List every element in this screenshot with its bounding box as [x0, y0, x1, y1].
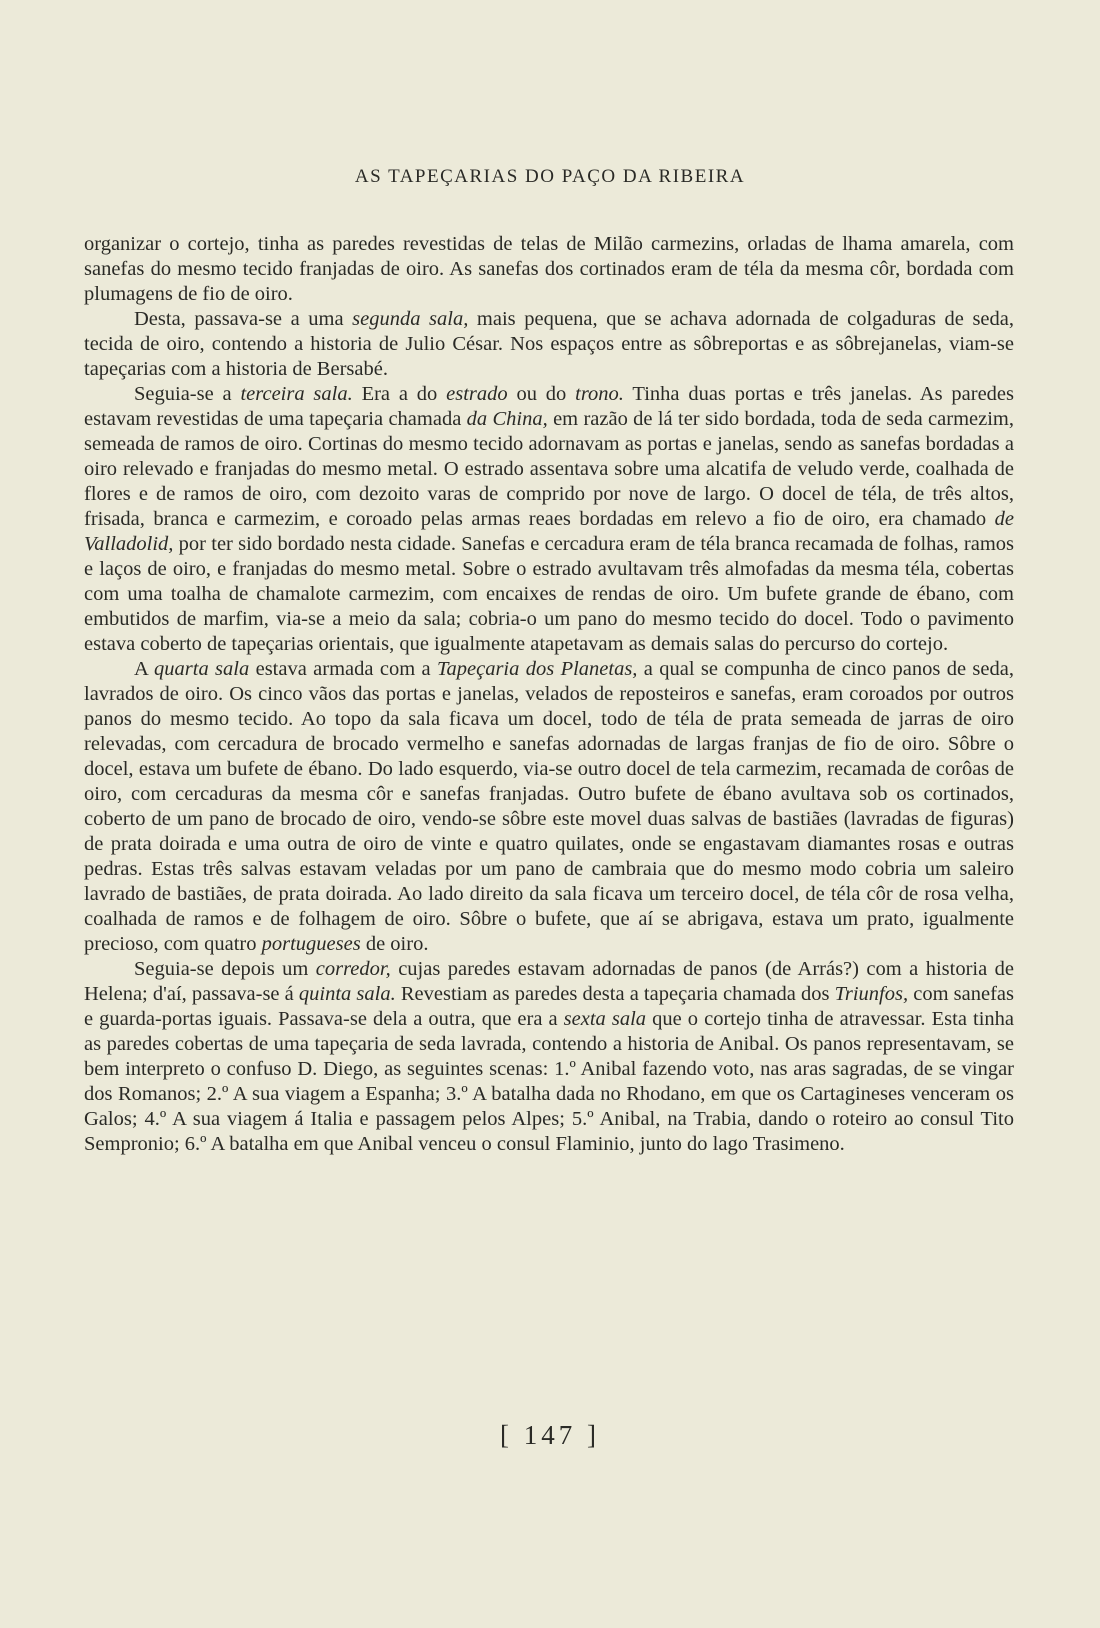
paragraph: [84, 307, 1014, 382]
paragraph: [84, 232, 1014, 307]
italic-run: portugueses: [261, 933, 361, 955]
text-run: que o cortejo tinha de atravessar. Esta tinha as paredes cobertas de uma tapeçaria de seda lavrada, contendo a historia de Anibal. Os panos representavam, se bem interpreto o confuso D. Diego, as seguintes scenas: 1.º Anibal fazendo voto, nas aras sagradas, de se vingar dos Romanos; 2.º A sua viagem a Espanha; 3.º A batalha dada no Rhodano, em que os Cartagineses venceram os Galos; 4.º A sua viagem á Italia e passagem pelos Alpes; 5.º Anibal, na Trabia, dando o roteiro ao consul Tito Sempronio; 6.º A batalha em que Anibal venceu o consul Flaminio, junto do lago Trasimeno.: [84, 1008, 1014, 1155]
italic-run: terceira sala.: [240, 383, 353, 405]
italic-run: de Valladolid,: [84, 508, 1014, 555]
text-run: Tinha duas portas e três janelas. As paredes estavam revestidas de uma tapeçaria chamada: [84, 383, 1015, 430]
italic-run: da China,: [466, 408, 548, 430]
italic-run: estrado: [446, 383, 508, 405]
text-run: de oiro.: [360, 933, 429, 955]
text-run: ou do: [507, 383, 576, 405]
italic-run: corredor,: [315, 958, 391, 980]
italic-run: quarta sala: [154, 658, 250, 680]
text-run: Era a do: [352, 383, 447, 405]
text-run: estava armada com a: [249, 658, 437, 680]
text-run: cujas paredes estavam adornadas de panos (de Arrás?) com a historia de Helena; d'aí, passava-se á: [84, 958, 1015, 1005]
italic-run: quinta sala.: [298, 983, 396, 1005]
text-run: a qual se compunha de cinco panos de seda, lavrados de oiro. Os cinco vãos das portas e janelas, velados de reposteiros e sanefas, eram coroados por outros panos do mesmo tecido. Ao topo da sala ficava um docel, todo de téla de prata semeada de jarras de oiro relevadas, com cercadura de brocado vermelho e sanefas adornadas de largas franjas de fio de oiro. Sôbre o docel, estava um bufete de ébano. Do lado esquerdo, via-se outro docel de tela carmezim, recamada de corôas de oiro, com cercaduras da mesma côr e sanefas franjadas. Outro bufete de ébano avultava sob os cortinados, coberto de um pano de brocado de oiro, vendo-se sôbre este movel duas salvas de bastiães (lavradas de figuras) de prata doirada e uma outra de oiro de vinte e quatro quilates, onde se engastavam diamantes rosas e outras pedras. Estas três salvas estavam veladas por um pano de cambraia que do mesmo modo cobria um saleiro lavrado de bastiães, de prata doirada. Ao lado direito da sala ficava um terceiro docel, de téla côr de rosa velha, coalhada de ramos e de folhagem de oiro. Sôbre o bufete, que aí se abrigava, estava um prato, igualmente precioso, com quatro: [84, 658, 1014, 955]
text-run: organizar o cortejo, tinha as paredes revestidas de telas de Milão carmezins, orladas de lhama amarela, com sanefas do mesmo tecido franjadas de oiro. As sanefas dos cortinados eram de téla da mesma côr, bordada com plumagens de fio de oiro.: [84, 233, 1014, 305]
paragraph: [84, 957, 1014, 1157]
text-run: com sanefas e guarda-portas iguais. Passava-se dela a outra, que era a: [84, 983, 1014, 1030]
body-text: [84, 232, 1014, 1157]
italic-run: segunda sala,: [352, 308, 469, 330]
text-run: A: [134, 658, 155, 680]
text-run: Revestiam as paredes desta a tapeçaria chamada dos: [395, 983, 835, 1005]
text-run: mais pequena, que se achava adornada de colgaduras de seda, tecida de oiro, contendo a historia de Julio César. Nos espaços entre as sôbreportas e as sôbrejanelas, viam-se tapeçarias com a historia de Bersabé.: [84, 308, 1014, 380]
text-run: Seguia-se depois um: [134, 958, 316, 980]
italic-run: trono.: [575, 383, 624, 405]
text-run: por ter sido bordado nesta cidade. Sanefas e cercadura eram de téla branca recamada de folhas, ramos e laços de oiro, e franjadas do mesmo metal. Sobre o estrado avultavam três almofadas da mesma téla, cobertas com uma toalha de chamalote carmezim, com encaixes de rendas de oiro. Um bufete grande de ébano, com embutidos de marfim, via-se a meio da sala; cobria-o um pano do mesmo tecido do docel. Todo o pavimento estava coberto de tapeçarias orientais, que igualmente atapetavam as demais salas do percurso do cortejo.: [84, 533, 1014, 655]
text-run: Desta, passava-se a uma: [134, 308, 353, 330]
italic-run: sexta sala: [563, 1008, 647, 1030]
paragraph: [84, 382, 1014, 657]
running-head: AS TAPEÇARIAS DO PAÇO DA RIBEIRA: [354, 166, 746, 187]
paragraph: [84, 657, 1014, 957]
text-run: Seguia-se a: [134, 383, 241, 405]
text-run: em razão de lá ter sido bordada, toda de seda carmezim, semeada de ramos de oiro. Cortinas do mesmo tecido adornavam as portas e janelas, sendo as sanefas bordadas a oiro relevado e franjadas do mesmo metal. O estrado assentava sobre uma alcatifa de veludo verde, coalhada de flores e de ramos de oiro, com dezoito varas de comprido por nove de largo. O docel de téla, de três altos, frisada, branca e carmezim, e coroado pelas armas reaes bordadas em relevo a fio de oiro, era chamado: [84, 408, 1014, 530]
italic-run: Triunfos,: [834, 983, 909, 1005]
page-number: [ 147 ]: [500, 1420, 600, 1450]
italic-run: Tapeçaria dos Planetas,: [436, 658, 638, 680]
